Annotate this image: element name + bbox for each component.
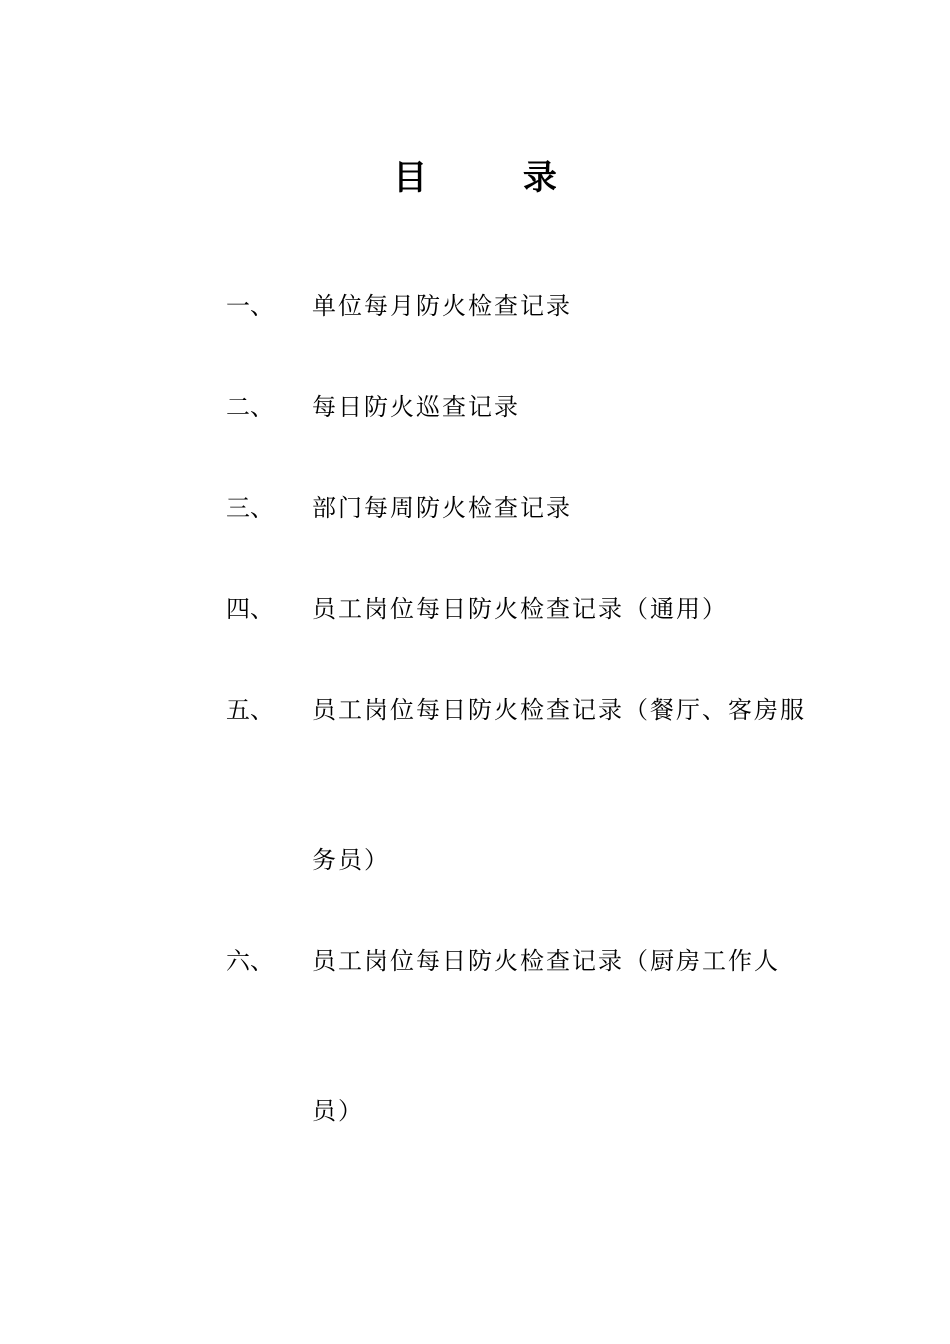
- toc-entry-number: 二、: [226, 393, 274, 421]
- toc-entry-text: 员工岗位每日防火检查记录（餐厅、客房服: [312, 696, 806, 724]
- page-title: 目 录: [393, 158, 599, 198]
- toc-entry-number: 五、: [226, 696, 274, 724]
- toc-entry-number: 一、: [226, 292, 274, 320]
- toc-entry: [0, 387, 950, 427]
- toc-entry: [0, 589, 950, 629]
- toc-entry-text: 员工岗位每日防火检查记录（通用）: [312, 595, 728, 623]
- toc-entry-number: 六、: [226, 947, 274, 975]
- toc-entry: [0, 941, 950, 981]
- toc-entry: [0, 690, 950, 730]
- toc-entry-number: 四、: [226, 595, 274, 623]
- toc-entry-text: 务员）: [312, 846, 390, 874]
- toc-entry-text: 每日防火巡查记录: [312, 393, 520, 421]
- toc-entry: [0, 488, 950, 528]
- toc-entry: [0, 286, 950, 326]
- toc-entry-text: 单位每月防火检查记录: [312, 292, 572, 320]
- toc-entry-text: 员）: [312, 1097, 364, 1125]
- toc-entry-continuation: [0, 840, 950, 880]
- toc-entry-text: 部门每周防火检查记录: [312, 494, 572, 522]
- toc-entry-number: 三、: [226, 494, 274, 522]
- toc-entry-continuation: [0, 1091, 950, 1131]
- toc-entry-text: 员工岗位每日防火检查记录（厨房工作人: [312, 947, 780, 975]
